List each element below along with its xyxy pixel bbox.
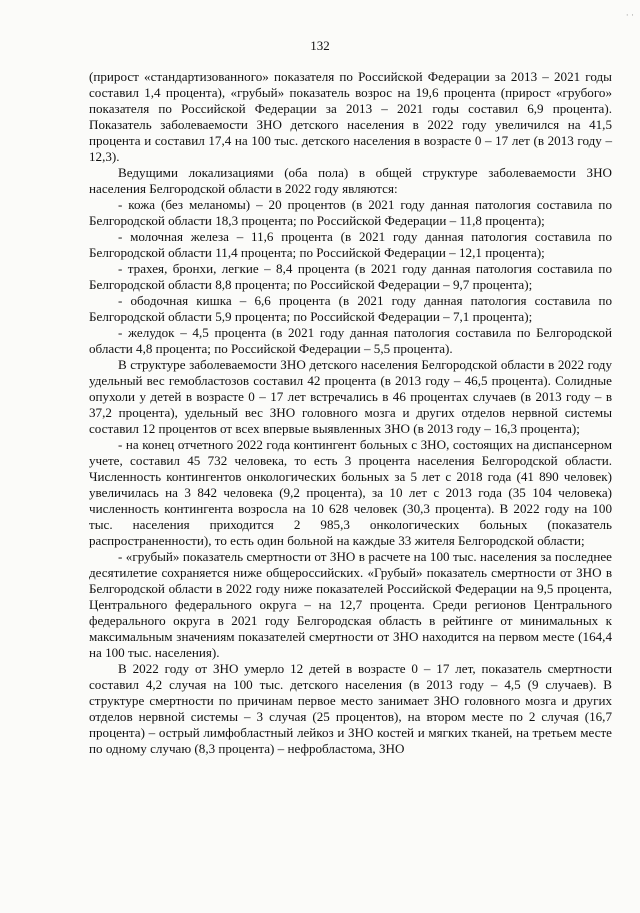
paragraph-intro-continuation: (прирост «стандартизованного» показателя по Российской Федерации за 2013 – 2021 годы составил 1,4 процента), «грубый» показатель возрос на 19,6 процента (прирост «грубого» показателя по Российской Федерации за 2013 – 2021 годы составил 6,9 процента). Показатель заболеваемости ЗНО детского населения в 2022 году увеличился на 41,5 процента и составил 17,4 на 100 тыс. детского населения в возрасте 0 – 17 лет (в 2013 году – 12,3). (89, 69, 612, 164)
paragraph-leading-localizations: Ведущими локализациями (оба пола) в общей структуре заболеваемости ЗНО населения Белгородской области в 2022 году являются: (89, 165, 612, 196)
paragraph-contingent: - на конец отчетного 2022 года контингент больных с ЗНО, состоящих на диспансерном учете, составил 45 732 человека, то есть 3 процента населения Белгородской области. Численность контингентов онкологических больных за 5 лет с 2018 года (41 890 человек) увеличилась на 3 842 человека (9,2 процента), за 10 лет с 2013 года (35 104 человека) численность контингента возросла на 10 628 человек (30,3 процента). В 2022 году на 100 тыс. населения приходится 2 985,3 онкологических больных (показатель распространенности), то есть один больной на каждые 33 жителя Белгородской области; (89, 437, 612, 548)
list-item-colon: - ободочная кишка – 6,6 процента (в 2021 году данная патология составила по Белгородской области 5,9 процента; по Российской Федерации – 7,1 процента); (89, 293, 612, 324)
list-item-stomach: - желудок – 4,5 процента (в 2021 году данная патология составила по Белгородской области 4,8 процента; по Российской Федерации – 5,5 процента). (89, 325, 612, 356)
paragraph-child-mortality: В 2022 году от ЗНО умерло 12 детей в возрасте 0 – 17 лет, показатель смертности составил 4,2 случая на 100 тыс. детского населения (в 2013 году – 4,5 (9 случаев). В структуре смертности по причинам первое место занимает ЗНО головного мозга и других отделов нервной системы – 3 случая (25 процентов), на втором месте по 2 случая (16,7 процента) – острый лимфобластный лейкоз и ЗНО костей и мягких тканей, на третьем месте по одному случаю (8,3 процента) – нефробластома, ЗНО (89, 661, 612, 756)
list-item-skin: - кожа (без меланомы) – 20 процентов (в 2021 году данная патология составила по Белгородской области 18,3 процента; по Российской Федерации – 11,8 процента); (89, 197, 612, 228)
scan-mark-decoration: · · (625, 10, 634, 20)
list-item-breast: - молочная железа – 11,6 процента (в 2021 году данная патология составила по Белгородской области 11,4 процента; по Российской Федерации – 12,1 процента); (89, 229, 612, 260)
list-item-lungs: - трахея, бронхи, легкие – 8,4 процента (в 2021 году данная патология составила по Белгородской области 8,8 процента; по Российской Федерации – 9,7 процента); (89, 261, 612, 292)
page-number: 132 (310, 38, 330, 53)
paragraph-child-morbidity: В структуре заболеваемости ЗНО детского населения Белгородской области в 2022 году удельный вес гемобластозов составил 42 процента (в 2013 году – 46,5 процента). Солидные опухоли у детей в возрасте 0 – 17 лет встречались в 46 процентах случаев (в 2013 году – в 37,2 процента), удельный вес ЗНО головного мозга и других отделов нервной системы составил 12 процентов от всех впервые выявленных ЗНО (в 2013 году – 16,3 процента); (89, 357, 612, 436)
document-body (89, 69, 612, 757)
paragraph-mortality-rate: - «грубый» показатель смертности от ЗНО в расчете на 100 тыс. населения за последнее десятилетие сохраняется ниже общероссийских. «Грубый» показатель смертности от ЗНО в Белгородской области в 2022 году ниже показателей Российской Федерации на 9,5 процента, Центрального федерального округа – на 12,7 процента. Среди регионов Центрального федерального округа в 2021 году Белгородская область в рейтинге от минимальных к максимальным значениям показателей смертности от ЗНО находится на первом месте (164,4 на 100 тыс. населения). (89, 549, 612, 660)
